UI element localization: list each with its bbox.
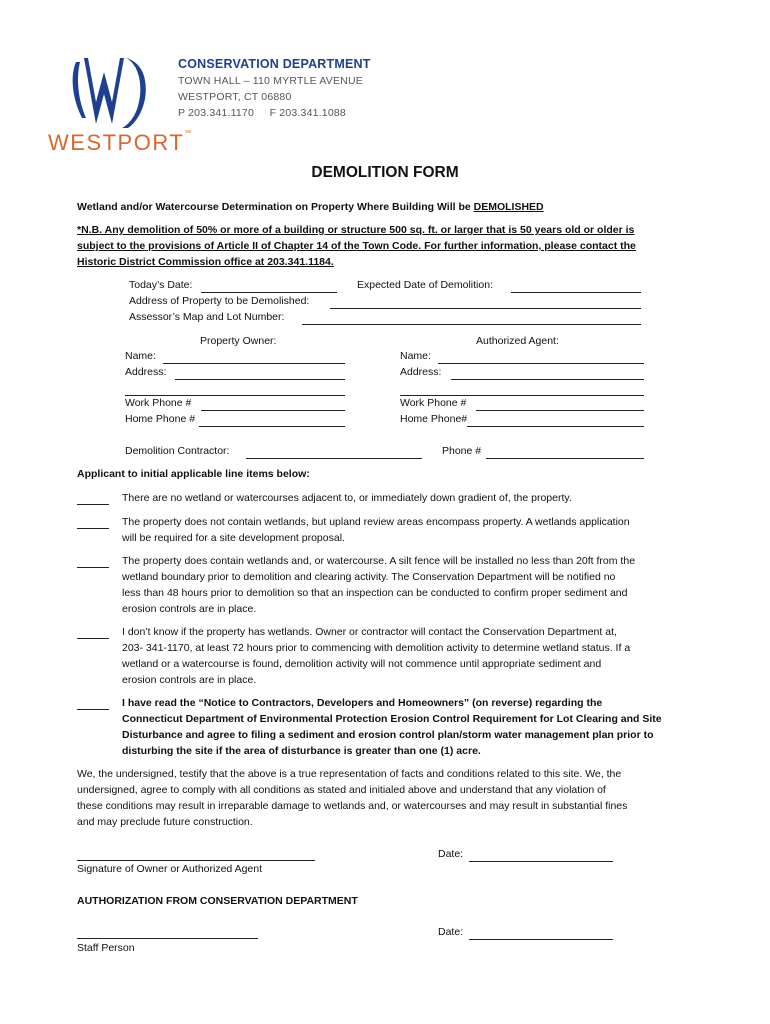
westport-logo [46,54,193,164]
item-2-line-2: will be required for a site development proposal. [122,532,345,544]
form-title: DEMOLITION FORM [311,164,459,181]
owner-date-field[interactable] [469,861,613,862]
item-5-line-2: Connecticut Department of Environmental Protection Erosion Control Requirement for Lot Clearing and Site [122,713,662,725]
agent-address-field-2[interactable] [400,395,644,396]
owner-address-field-2[interactable] [125,395,345,396]
item-3-line-4: erosion controls are in place. [122,603,257,615]
items-intro: Applicant to initial applicable line items below: [77,468,310,480]
staff-date-field[interactable] [469,939,613,940]
notice-line-2: subject to the provisions of Article II of Chapter 14 of the Town Code. For further information, please contact the [77,240,636,252]
phone-fax-line [178,107,346,119]
contractor-phone-label: Phone # [442,445,482,457]
initial-field-2[interactable] [77,528,109,529]
item-4-line-4: erosion controls are in place. [122,674,257,686]
item-1-text: There are no wetland or watercourses adjacent to, or immediately down gradient of, the property. [122,492,572,504]
item-4-line-1: I don’t know if the property has wetlands. Owner or contractor will contact the Conservation Department at, [122,626,617,638]
fax-number: F 203.341.1088 [269,107,346,119]
initial-field-1[interactable] [77,504,109,505]
owner-home-phone-field[interactable] [199,426,345,427]
initial-field-5[interactable] [77,709,109,710]
staff-signature-field[interactable] [77,938,258,939]
assessor-field[interactable] [302,324,641,325]
notice-line-3: Historic District Commission office at 203.341.1184. [77,256,334,268]
demolish-address-field[interactable] [330,308,641,309]
contractor-phone-field[interactable] [486,458,644,459]
expected-date-label: Expected Date of Demolition: [357,279,493,291]
address-line-2: WESTPORT, CT 06880 [178,91,292,103]
staff-person-label: Staff Person [77,942,135,954]
owner-address-field[interactable] [175,379,345,380]
address-line-1: TOWN HALL – 110 MYRTLE AVENUE [178,75,363,87]
attest-line-4: and may preclude future construction. [77,816,253,828]
attest-line-2: undersigned, agree to comply with all conditions as stated and initialed above and understand that any violation of [77,784,606,796]
owner-date-label: Date: [438,848,464,860]
item-5-line-3: Disturbance and agree to filing a sediment and erosion control plan/storm water management plan prior to [122,729,654,741]
agent-name-field[interactable] [438,363,644,364]
item-3-line-2: wetland boundary prior to demolition and clearing activity. The Conservation Department will be notified no [122,571,616,583]
authorization-heading: AUTHORIZATION FROM CONSERVATION DEPARTMENT [77,895,358,907]
agent-home-phone-label: Home Phone# [400,413,468,425]
owner-home-phone-label: Home Phone # [125,413,196,425]
item-3-line-3: less than 48 hours prior to demolition so that an inspection can be conducted to confirm proper sediment and [122,587,628,599]
form-subtitle: Wetland and/or Watercourse Determination on Property Where Building Will be DEMOLISHED [77,201,544,213]
contractor-field[interactable] [246,458,422,459]
agent-heading: Authorized Agent: [476,335,559,347]
notice-line-1: *N.B. Any demolition of 50% or more of a building or structure 500 sq. ft. or larger that is 50 years old or older is [77,224,635,236]
owner-work-phone-label: Work Phone # [125,397,192,409]
department-name: CONSERVATION DEPARTMENT [178,57,371,71]
contractor-label: Demolition Contractor: [125,445,230,457]
owner-address-label: Address: [125,366,167,378]
logo-wordmark: WESTPORT™ [48,130,193,155]
item-2-line-1: The property does not contain wetlands, but upland review areas encompass property. A wetlands application [122,516,630,528]
owner-work-phone-field[interactable] [201,410,345,411]
expected-date-field[interactable] [511,292,641,293]
owner-signature-label: Signature of Owner or Authorized Agent [77,863,263,875]
attest-line-1: We, the undersigned, testify that the above is a true representation of facts and conditions related to this site. We, the [77,768,622,780]
item-5-line-1: I have read the “Notice to Contractors, Developers and Homeowners” (on reverse) regarding the [122,697,603,709]
assessor-label: Assessor’s Map and Lot Number: [129,311,285,323]
owner-name-label: Name: [125,350,156,362]
agent-work-phone-label: Work Phone # [400,397,467,409]
initial-field-3[interactable] [77,567,109,568]
item-5-line-4: disturbing the site if the area of disturbance is greater than one (1) acre. [122,745,481,757]
item-4-line-2: 203- 341-1170, at least 72 hours prior to commencing with demolition activity to determine wetland status. If a [122,642,631,654]
owner-heading: Property Owner: [200,335,277,347]
demolish-address-label: Address of Property to be Demolished: [129,295,310,307]
todays-date-field[interactable] [201,292,337,293]
agent-work-phone-field[interactable] [476,410,644,411]
staff-date-label: Date: [438,926,464,938]
todays-date-label: Today’s Date: [129,279,193,291]
initial-field-4[interactable] [77,638,109,639]
agent-name-label: Name: [400,350,431,362]
agent-address-field[interactable] [451,379,644,380]
owner-name-field[interactable] [163,363,345,364]
agent-home-phone-field[interactable] [467,426,644,427]
owner-signature-field[interactable] [77,860,315,861]
attest-line-3: these conditions may result in irreparable damage to wetlands and, or watercourses and may result in substantial fines [77,800,628,812]
item-4-line-3: wetland or a watercourse is found, demolition activity will not commence until appropriate sediment and [122,658,602,670]
phone-number: P 203.341.1170 [178,107,254,119]
agent-address-label: Address: [400,366,442,378]
item-3-line-1: The property does contain wetlands and, or watercourse. A silt fence will be installed no less than 20ft from the [122,555,636,567]
